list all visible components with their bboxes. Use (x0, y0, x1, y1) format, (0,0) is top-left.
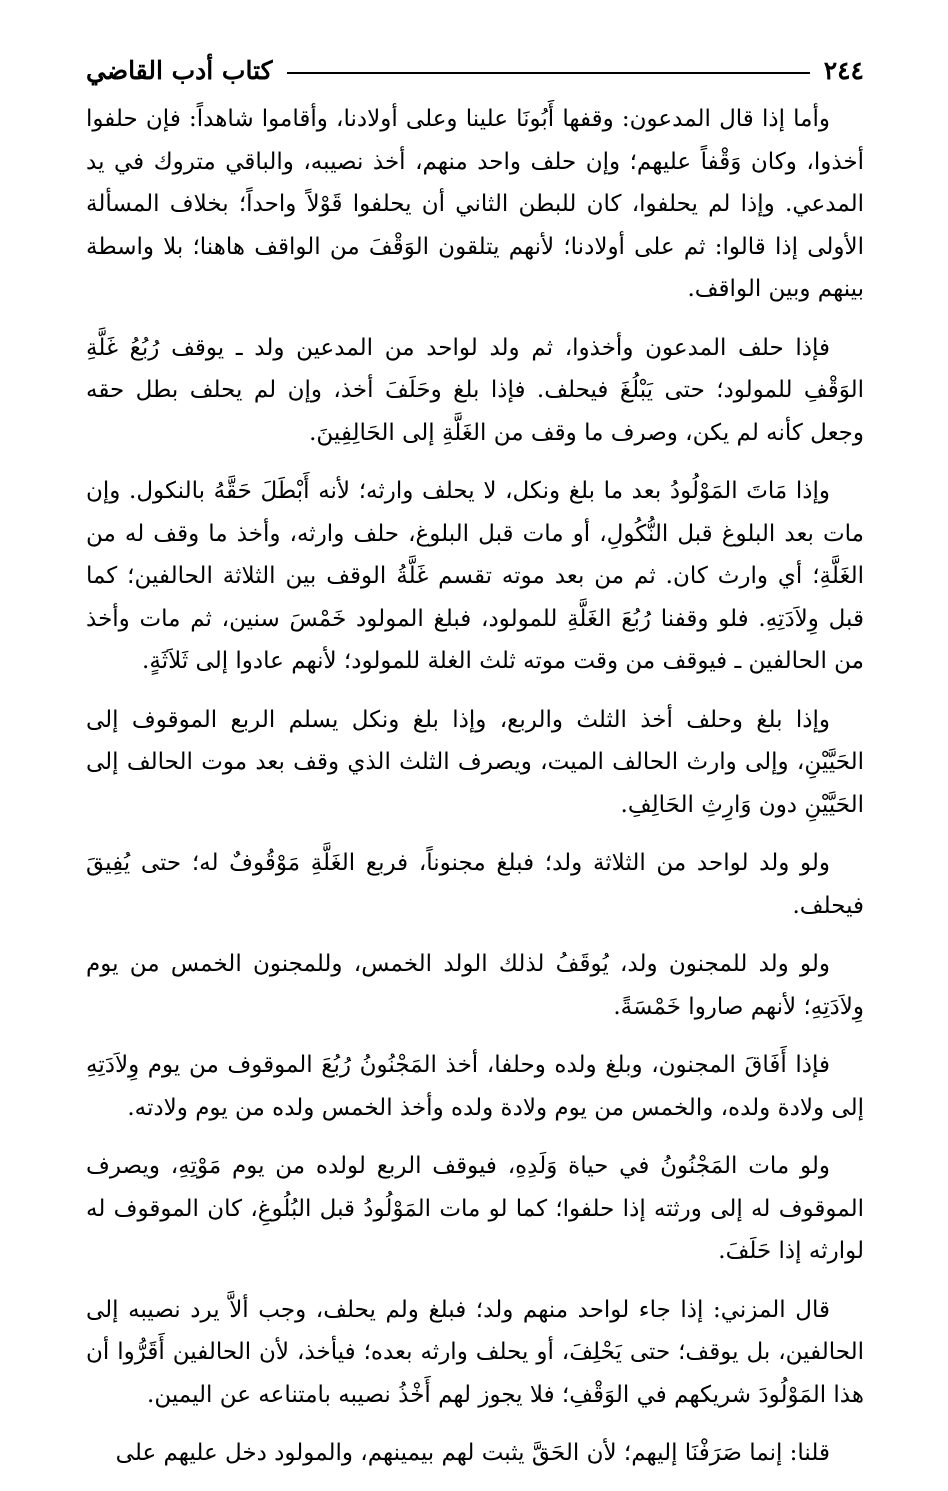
paragraph: فإذا أَفَاقَ المجنون، وبلغ ولده وحلفا، أخذ المَجْنُونُ رُبُعَ الموقوف من يوم وِلاَدَتِهِ إلى ولادة ولده، والخمس من يوم ولادة ولده وأخذ الخمس ولده من يوم ولادته. (86, 1052, 864, 1121)
paragraph: وإذا بلغ وحلف أخذ الثلث والربع، وإذا بلغ ونكل يسلم الربع الموقوف إلى الحَيَّيْنِ، وإلى وارث الحالف الميت، ويصرف الثلث الذي وقف بعد موت الحالف إلى الحَيَّيْنِ دون وَارِثِ الحَالِفِ. (86, 706, 864, 818)
running-title: كتاب أدب القاضي (86, 55, 273, 85)
paragraph: فإذا حلف المدعون وأخذوا، ثم ولد لواحد من المدعين ولد ـ يوقف رُبُعُ غَلَّةِ الوَقْفِ للمولود؛ حتى يَبْلُغَ فيحلف. فإذا بلغ وحَلَفَ أخذ، وإن لم يحلف بطل حقه وجعل كأنه لم يكن، وصرف ما وقف من الغَلَّةِ إلى الحَالِفِينَ. (86, 334, 864, 446)
paragraph: وأما إذا قال المدعون: وقفها أَبُونَا علينا وعلى أولادنا، وأقاموا شاهداً: فإن حلفوا أخذوا، وكان وَقْفاً عليهم؛ وإن حلف واحد منهم، أخذ نصيبه، والباقي متروك في يد المدعي. وإذا لم يحلفوا، كان للبطن الثاني أن يحلفوا قَوْلاً واحداً؛ بخلاف المسألة الأولى إذا قالوا: ثم على أولادنا؛ لأنهم يتلقون الوَقْفَ من الواقف هاهنا؛ بلا واسطة بينهم وبين الواقف. (86, 106, 864, 302)
header-rule (287, 72, 810, 74)
page-number: ٢٤٤ (823, 55, 864, 85)
paragraph: وإذا مَاتَ المَوْلُودُ بعد ما بلغ ونكل، لا يحلف وارثه؛ لأنه أَبْطَلَ حَقَّهُ بالنكول. وإن مات بعد البلوغ قبل النُّكُولِ، أو مات قبل البلوغ، حلف وارثه، وأخذ ما وقف له من الغَلَّةِ؛ أي وارث كان. ثم من بعد موته تقسم غَلَّةُ الوقف بين الثلاثة الحالفين؛ كما قبل وِلاَدَتِهِ. فلو وقفنا رُبُعَ الغَلَّةِ للمولود، فبلغ المولود خَمْسَ سنين، ثم مات وأخذ من الحالفين ـ فيوقف من وقت موته ثلث الغلة للمولود؛ لأنهم عادوا إلى ثَلاَثَةٍ. (86, 478, 864, 674)
paragraph: ولو مات المَجْنُونُ في حياة وَلَدِهِ، فيوقف الربع لولده من يوم مَوْتِهِ، ويصرف الموقوف له إلى ورثته إذا حلفوا؛ كما لو مات المَوْلُودُ قبل البُلُوغِ، كان الموقوف له لوارثه إذا حَلَفَ. (86, 1153, 864, 1264)
paragraph: ولو ولد للمجنون ولد، يُوقَفُ لذلك الولد الخمس، وللمجنون الخمس من يوم وِلاَدَتِهِ؛ لأنهم صاروا خَمْسَةً. (86, 951, 864, 1020)
paragraph: ولو ولد لواحد من الثلاثة ولد؛ فبلغ مجنوناً، فربع الغَلَّةِ مَوْقُوفٌ له؛ حتى يُفِيقَ فيحلف. (86, 850, 864, 919)
paragraph: قال المزني: إذا جاء لواحد منهم ولد؛ فبلغ ولم يحلف، وجب ألاَّ يرد نصيبه إلى الحالفين، بل يوقف؛ حتى يَحْلِفَ، أو يحلف وارثه بعده؛ فيأخذ، لأن الحالفين أَقَرُّوا أن هذا المَوْلُودَ شريكهم في الوَقْفِ؛ فلا يجوز لهم أَخْذُ نصيبه بامتناعه عن اليمين. (86, 1296, 864, 1408)
book-page (86, 48, 864, 1491)
paragraph: قلنا: إنما صَرَفْنَا إليهم؛ لأن الحَقَّ يثبت لهم بيمينهم، والمولود دخل عليهم على (115, 1440, 830, 1466)
page-header (86, 48, 864, 92)
body-text (86, 98, 864, 1475)
